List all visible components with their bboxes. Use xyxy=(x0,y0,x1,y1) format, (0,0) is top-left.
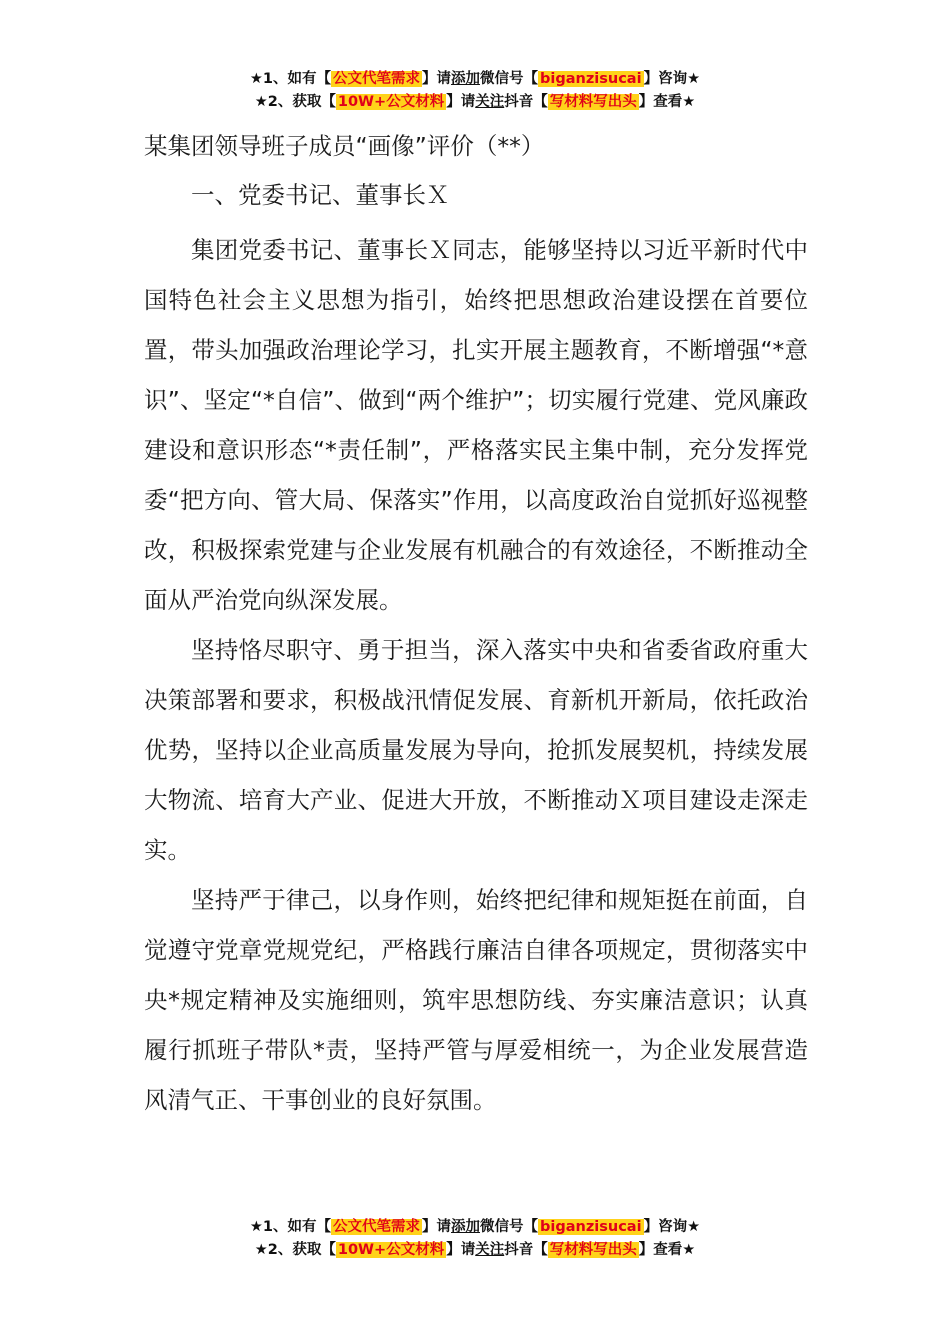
paragraph-1: 集团党委书记、董事长Ｘ同志，能够坚持以习近平新时代中国特色社会主义思想为指引，始终把思想政治建设摆在首要位置，带头加强政治理论学习，扎实开展主题教育，不断增强“*意识”、坚定“*自信”、做到“两个维护”；切实履行党建、党风廉政建设和意识形态“*责任制”，严格落实民主集中制，充分发挥党委“把方向、管大局、保落实”作用，以高度政治自觉抓好巡视整改，积极探索党建与企业发展有机融合的有效途径，不断推动全面从严治党向纵深发展。 xyxy=(144,236,808,614)
header-underline-follow: 关注 xyxy=(475,94,505,110)
footer-line-2 xyxy=(0,1239,950,1262)
footer-underline-follow: 关注 xyxy=(475,1242,505,1258)
footer-line-1-wechat-label: 微信号【 xyxy=(480,1219,539,1235)
footer-highlight-douyin-id: 写材料写出头 xyxy=(549,1242,637,1258)
header-line-1 xyxy=(0,68,950,91)
footer-line-1-prefix: ★1、如有【 xyxy=(249,1219,332,1235)
header-highlight-wechat-id: biganzisucai xyxy=(540,71,642,87)
footer-highlight-wechat-id: biganzisucai xyxy=(540,1219,642,1235)
paragraph-3: 坚持严于律己，以身作则，始终把纪律和规矩挺在前面，自觉遵守党章党规党纪，严格践行廉洁自律各项规定，贯彻落实中央*规定精神及实施细则，筑牢思想防线、夯实廉洁意识；认真履行抓班子带队*责，坚持严管与厚爱相统一，为企业发展营造风清气正、干事创业的良好氛围。 xyxy=(144,886,808,1114)
header-highlight-service: 公文代笔需求 xyxy=(333,71,421,87)
footer-line-1-please: 】请 xyxy=(422,1219,452,1235)
footer-highlight-materials: 10W+公文材料 xyxy=(337,1242,445,1258)
header-line-1-wechat-label: 微信号【 xyxy=(480,71,539,87)
paragraph-2: 坚持恪尽职守、勇于担当，深入落实中央和省委省政府重大决策部署和要求，积极战汛情促发展、育新机开新局，依托政治优势，坚持以企业高质量发展为导向，抢抓发展契机，持续发展大物流、培育大产业、促进大开放，不断推动Ｘ项目建设走深走实。 xyxy=(144,636,808,864)
document-body xyxy=(144,126,808,1125)
footer-underline-add: 添加 xyxy=(451,1219,481,1235)
footer-line-1 xyxy=(0,1216,950,1239)
header-highlight-douyin-id: 写材料写出头 xyxy=(549,94,637,110)
header-line-1-please: 】请 xyxy=(422,71,452,87)
header-line-1-suffix: 】咨询★ xyxy=(643,71,701,87)
footer-line-2-prefix: ★2、获取【 xyxy=(254,1242,336,1258)
footer-highlight-service: 公文代笔需求 xyxy=(333,1219,421,1235)
header-line-2-please: 】请 xyxy=(446,94,476,110)
header-banner xyxy=(0,68,950,114)
footer-line-2-please: 】请 xyxy=(446,1242,476,1258)
section-heading: 一、党委书记、董事长Ｘ xyxy=(191,181,450,209)
header-line-2 xyxy=(0,91,950,114)
header-underline-add: 添加 xyxy=(451,71,481,87)
footer-line-2-suffix: 】查看★ xyxy=(638,1242,696,1258)
header-highlight-materials: 10W+公文材料 xyxy=(337,94,445,110)
footer-line-2-douyin-label: 抖音【 xyxy=(504,1242,548,1258)
header-line-2-suffix: 】查看★ xyxy=(638,94,696,110)
footer-banner xyxy=(0,1216,950,1262)
document-title: 某集团领导班子成员“画像”评价（**） xyxy=(144,132,545,160)
header-line-1-prefix: ★1、如有【 xyxy=(249,71,332,87)
header-line-2-douyin-label: 抖音【 xyxy=(504,94,548,110)
footer-line-1-suffix: 】咨询★ xyxy=(643,1219,701,1235)
header-line-2-prefix: ★2、获取【 xyxy=(254,94,336,110)
